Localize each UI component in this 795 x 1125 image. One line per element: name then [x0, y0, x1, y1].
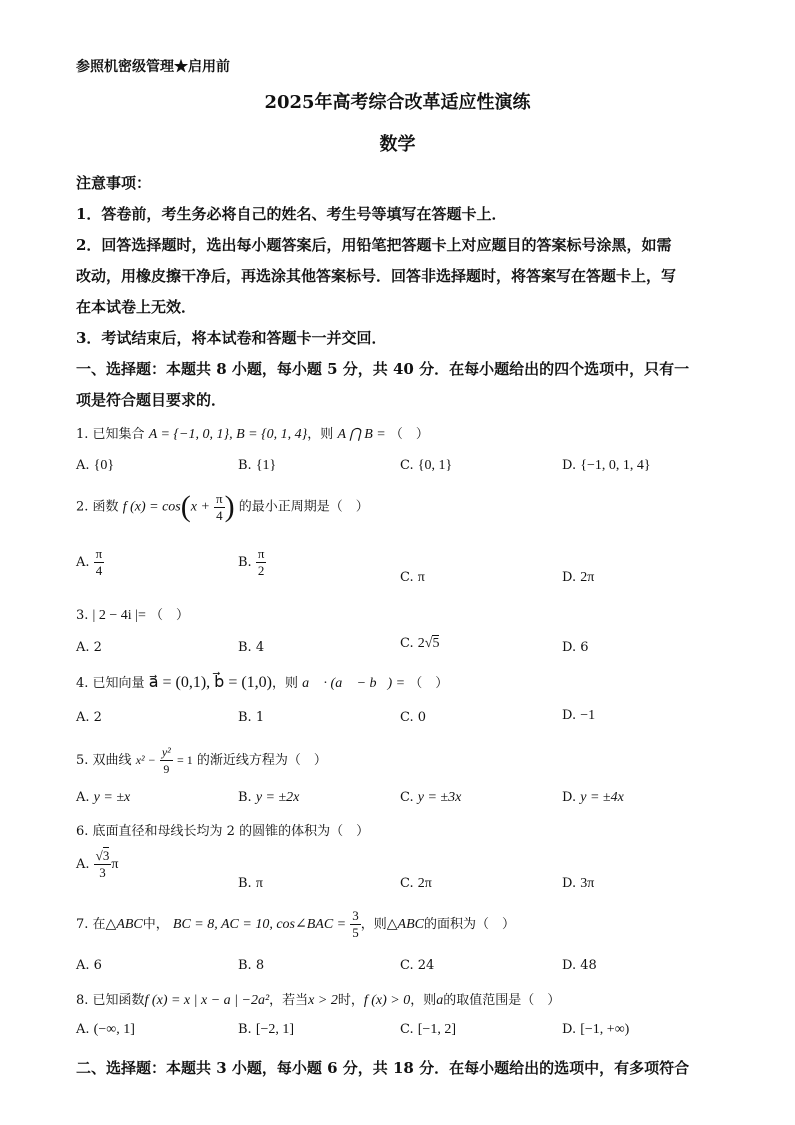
q4-option-c: C. 0 [400, 710, 427, 725]
q2-option-b: B. $\frac{\pi}{2}$ [238, 546, 265, 578]
q6-option-c: C. 2π [400, 876, 432, 891]
section-1-line-2: 项是符合题目要求的． [76, 391, 227, 409]
q5-option-a: A. y = ±x [76, 790, 131, 805]
q2-fraction: $\frac{\pi}{4}$ [216, 490, 223, 523]
q1-intersection: A ⋂ B = [337, 427, 386, 442]
q8-function: f (x) = x | x − a | −2a² [144, 993, 270, 1008]
section-2-line-1: 二、选择题：本题共 3 小题，每小题 6 分，共 18 分．在每小题给出的选项中，有多项符合 [76, 1059, 690, 1077]
question-8: 8. 已知函数f (x) = x | x − a | −2a²，若当x > 2时，f (x) > 0，则a的取值范围是（ ） [76, 993, 561, 1008]
q1-option-d: D. {−1, 0, 1, 4} [562, 458, 651, 473]
notice-item-2-line-1: 2．回答选择题时，选出每小题答案后，用铅笔把答题卡上对应题目的答案标号涂黑，如需 [76, 236, 672, 254]
q2-option-a: A. $\frac{\pi}{4}$ [76, 546, 103, 578]
q7-option-a: A. 6 [76, 958, 102, 973]
q2-option-d: D. 2π [562, 570, 595, 585]
notice-item-1: 1．答卷前，考生务必将自己的姓名、考生号等填写在答题卡上． [76, 205, 507, 223]
q4-option-b: B. 1 [238, 710, 265, 725]
q5-option-c: C. y = ±3x [400, 790, 462, 805]
q1-option-b: B. {1} [238, 458, 277, 473]
q7-option-d: D. 48 [562, 958, 597, 973]
q4-dot-product: a⃗ · (a⃗ − b⃗) = [302, 676, 406, 691]
notice-item-2-line-3: 在本试卷上无效． [76, 298, 197, 316]
q1-sets: A = {−1, 0, 1}, B = {0, 1, 4} [148, 427, 308, 442]
q3-option-c: C. 2√5 [400, 636, 440, 651]
q7-option-b: B. 8 [238, 958, 265, 973]
section-1-line-1: 一、选择题：本题共 8 小题，每小题 5 分，共 40 分．在每小题给出的四个选项中，只有一 [76, 360, 690, 378]
q7-conditions: BC = 8, AC = 10, cos∠BAC = [172, 917, 347, 932]
notice-heading: 注意事项： [76, 174, 152, 192]
q5-fraction: $\frac{\text{y²}}{9}$ [161, 745, 171, 776]
q8-option-b: B. [−2, 1] [238, 1022, 295, 1037]
notice-item-3: 3．考试结束后，将本试卷和答题卡一并交回． [76, 329, 387, 347]
q4-vectors: a⃗ = (0,1), b⃗ = (1,0) [148, 674, 273, 691]
q5-option-b: B. y = ±2x [238, 790, 300, 805]
q3-option-d: D. 6 [562, 640, 589, 655]
q3-option-a: A. 2 [76, 640, 102, 655]
q3-option-b: B. 4 [238, 640, 265, 655]
q6-option-d: D. 3π [562, 876, 595, 891]
q5-option-d: D. y = ±4x [562, 790, 624, 805]
question-7: 7. 在△ABC中， BC = 8, AC = 10, cos∠BAC = $\frac{3}{5}$ ，则△ABC的面积为（ ） [76, 908, 516, 940]
q1-option-a: A. {0} [76, 458, 115, 473]
exam-title: 2025年高考综合改革适应性演练 [264, 92, 531, 113]
q8-option-a: A. (−∞, 1] [76, 1022, 135, 1037]
q8-option-c: C. [−1, 2] [400, 1022, 456, 1037]
question-2: 2. 函数 f (x) = cos(x + $\frac{\pi}{4}$ ) 的最小正周期是（ ） [76, 490, 369, 523]
notice-item-2-line-2: 改动，用橡皮擦干净后，再选涂其他答案标号．回答非选择题时，将答案写在答题卡上，写 [76, 267, 677, 285]
q7-fraction: $\frac{3}{5}$ [352, 908, 359, 940]
question-5: 5. 双曲线 x² − $\frac{\text{y²}}{9}$ = 1 的渐近线方程为（ ） [76, 745, 327, 776]
q4-option-a: A. 2 [76, 710, 102, 725]
q6-option-a: A. $\frac{√3}{3}$ π [76, 848, 119, 880]
secret-label: 参照机密级管理★启用前 [76, 59, 230, 75]
q6-option-b: B. π [238, 876, 263, 891]
q1-option-c: C. {0, 1} [400, 458, 453, 473]
q8-option-d: D. [−1, +∞) [562, 1022, 630, 1037]
question-3: 3. | 2 − 4i |= （ ） [76, 608, 189, 623]
exam-subject: 数学 [379, 134, 416, 155]
question-6: 6. 底面直径和母线长均为 2 的圆锥的体积为（ ） [76, 824, 370, 839]
q2-option-c: C. π [400, 570, 425, 585]
q4-option-d: D. −1 [562, 708, 596, 723]
q7-option-c: C. 24 [400, 958, 435, 973]
question-1: 1. 已知集合 A = {−1, 0, 1}, B = {0, 1, 4}，则 A ⋂ B = （ ） [76, 427, 429, 442]
question-4: 4. 已知向量 a⃗ = (0,1), b⃗ = (1,0)，则 a⃗ · (a⃗ − b⃗) = （ ） [76, 674, 449, 691]
